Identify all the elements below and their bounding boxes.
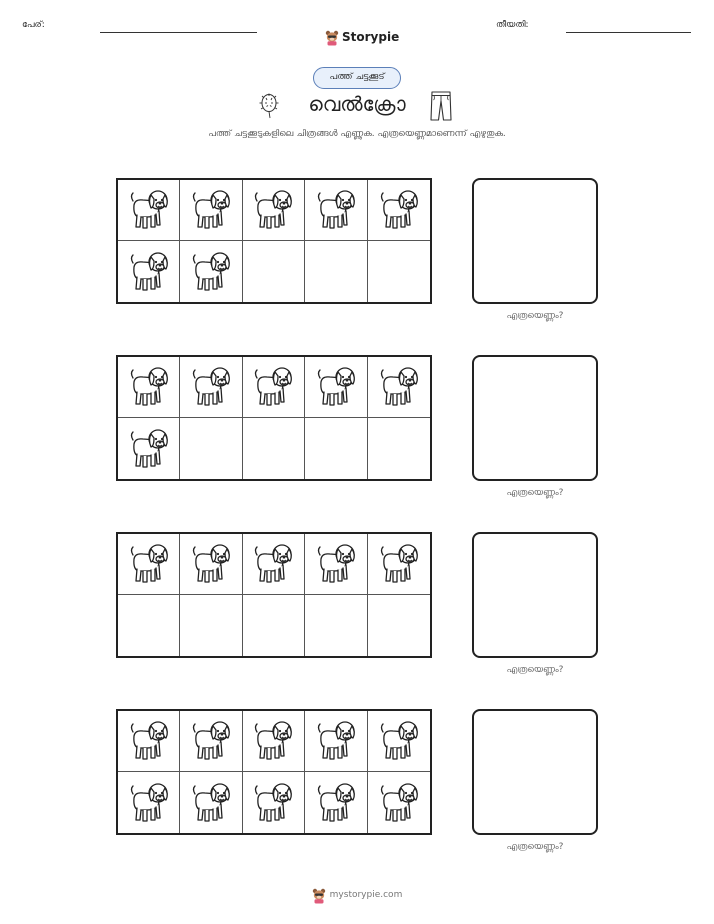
puppy-icon	[314, 718, 358, 764]
brand-logo	[325, 27, 399, 47]
frame-cell-filled	[305, 711, 367, 772]
puppy-icon	[377, 541, 421, 587]
frame-cell-filled	[180, 180, 242, 241]
frame-cell-filled	[305, 180, 367, 241]
frame-cell-filled	[180, 711, 242, 772]
brand-name: Storypie	[342, 30, 400, 44]
frame-cell-empty	[368, 595, 430, 656]
footer-url: mystorypie.com	[329, 890, 403, 900]
frame-cell-filled	[368, 534, 430, 595]
puppy-icon	[377, 718, 421, 764]
puppy-icon	[189, 364, 233, 410]
puppy-icon	[377, 187, 421, 233]
answer-label: എത്രയെണ്ണം?	[506, 311, 564, 321]
frame-cell-empty	[180, 595, 242, 656]
answer-label: എത്രയെണ്ണം?	[506, 665, 564, 675]
answer-box[interactable]	[472, 532, 598, 658]
puppy-icon	[251, 541, 295, 587]
frame-cell-filled	[118, 772, 180, 833]
frame-cell-filled	[118, 357, 180, 418]
puppy-icon	[377, 364, 421, 410]
puppy-icon	[189, 718, 233, 764]
ten-frame	[116, 532, 432, 658]
name-label: പേര്:	[22, 20, 45, 30]
date-line[interactable]	[566, 32, 691, 33]
puppy-icon	[127, 780, 171, 826]
puppy-icon	[251, 364, 295, 410]
frame-cell-empty	[180, 418, 242, 479]
frame-cell-empty	[243, 595, 305, 656]
worksheet-title: വെൽക്രോ	[308, 92, 406, 116]
answer-label: എത്രയെണ്ണം?	[506, 842, 564, 852]
frame-cell-filled	[305, 534, 367, 595]
worksheet-header	[0, 14, 714, 44]
instructions: പത്ത് ചട്ടക്കൂടുകളിലെ ചിത്രങ്ങൾ എണ്ണുക. എത്രയെണ്ണമാണെന്ന് എഴുതുക.	[208, 129, 506, 139]
puppy-icon	[189, 780, 233, 826]
frame-cell-filled	[118, 711, 180, 772]
puppy-icon	[127, 187, 171, 233]
frame-cell-empty	[305, 241, 367, 302]
puppy-icon	[251, 718, 295, 764]
worksheet-type-badge: പത്ത് ചട്ടക്കൂട്	[313, 67, 401, 89]
puppy-icon	[314, 364, 358, 410]
frame-cell-filled	[305, 772, 367, 833]
answer-box[interactable]	[472, 178, 598, 304]
puppy-icon	[314, 187, 358, 233]
puppy-icon	[127, 249, 171, 295]
ten-frame	[116, 355, 432, 481]
frame-cell-empty	[243, 418, 305, 479]
puppy-icon	[127, 364, 171, 410]
frame-cell-filled	[305, 357, 367, 418]
answer-box[interactable]	[472, 709, 598, 835]
frame-cell-filled	[243, 357, 305, 418]
frame-cell-filled	[180, 534, 242, 595]
puppy-icon	[189, 187, 233, 233]
storypie-bear-icon	[325, 29, 339, 46]
name-line[interactable]	[100, 32, 257, 33]
puppy-icon	[314, 541, 358, 587]
frame-cell-filled	[368, 711, 430, 772]
puppy-icon	[251, 780, 295, 826]
frame-cell-filled	[180, 357, 242, 418]
frame-cell-filled	[243, 711, 305, 772]
frame-cell-empty	[118, 595, 180, 656]
puppy-icon	[189, 249, 233, 295]
puppy-icon	[377, 780, 421, 826]
frame-cell-filled	[180, 772, 242, 833]
frame-cell-filled	[243, 180, 305, 241]
frame-cell-filled	[243, 772, 305, 833]
frame-cell-filled	[180, 241, 242, 302]
frame-cell-empty	[305, 418, 367, 479]
date-label: തീയതി:	[496, 20, 529, 30]
answer-box[interactable]	[472, 355, 598, 481]
puppy-icon	[314, 780, 358, 826]
pants-icon	[430, 91, 452, 121]
ten-frame	[116, 178, 432, 304]
frame-cell-filled	[368, 180, 430, 241]
frame-cell-filled	[118, 534, 180, 595]
frame-cell-filled	[118, 180, 180, 241]
frame-cell-empty	[243, 241, 305, 302]
puppy-icon	[127, 541, 171, 587]
frame-cell-filled	[368, 772, 430, 833]
frame-cell-filled	[243, 534, 305, 595]
answer-label: എത്രയെണ്ണം?	[506, 488, 564, 498]
frame-cell-empty	[368, 241, 430, 302]
ten-frame	[116, 709, 432, 835]
frame-cell-empty	[368, 418, 430, 479]
puppy-icon	[189, 541, 233, 587]
frame-cell-filled	[368, 357, 430, 418]
footer	[0, 885, 714, 905]
frame-cell-filled	[118, 241, 180, 302]
frame-cell-filled	[118, 418, 180, 479]
puppy-icon	[127, 718, 171, 764]
frame-cell-empty	[305, 595, 367, 656]
storypie-bear-icon	[312, 887, 326, 904]
puppy-icon	[251, 187, 295, 233]
title-row	[0, 90, 714, 124]
puppy-icon	[127, 426, 171, 472]
